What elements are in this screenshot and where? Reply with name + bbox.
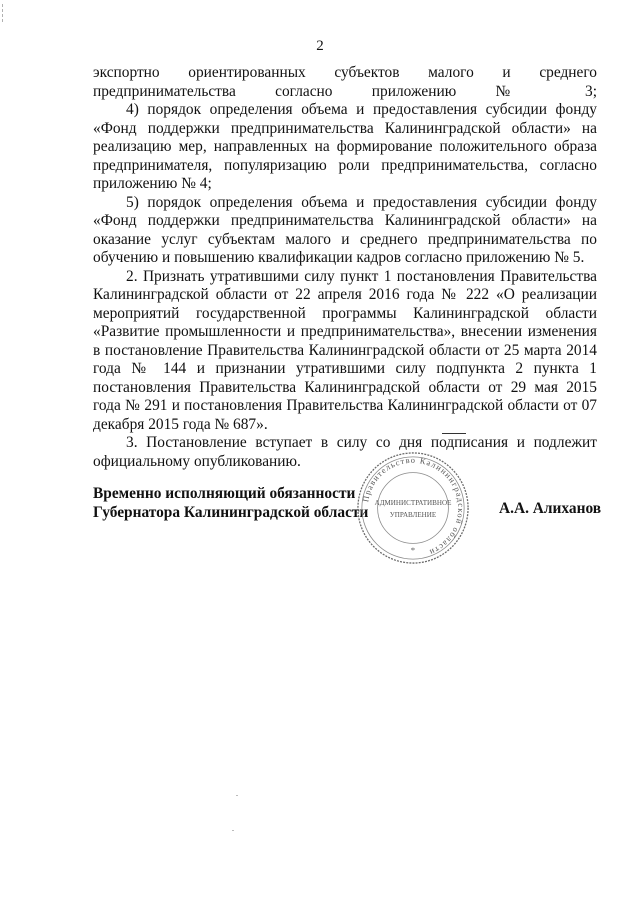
pen-mark — [442, 433, 466, 434]
seal-inner-ring — [378, 473, 449, 544]
seal-center-line-2: УПРАВЛЕНИЕ — [389, 510, 437, 519]
page-number: 2 — [316, 38, 324, 54]
paragraph-1: экспортно ориентированных субъектов малого и среднего предпринимательства согласно приложению № 3; — [93, 64, 597, 100]
signatory-position-line-2: Губернатора Калининградской области — [93, 504, 369, 521]
official-seal — [354, 449, 472, 567]
signatory-position — [93, 484, 368, 522]
signatory-name: А.А. Алиханов — [499, 500, 602, 517]
paragraph-4: 2. Признать утратившими силу пункт 1 постановления Правительства Калининградской области от 22 апреля 2016 года № 222 «О реализации мероприятий государственной программы Калининградской области «Развитие промышленности и предпринимательства», внесении изменения в постановление Правительства Калининградской области от 25 марта 2014 года № 144 и признании утратившими силу подпункта 2 пункта 1 постановления Правительства Калининградской области от 29 мая 2015 года № 291 и постановления Правительства Калининградской области от 07 декабря 2015 года № 687». — [93, 267, 597, 433]
scan-edge-mark — [2, 4, 4, 22]
scan-speck — [232, 830, 234, 831]
seal-center-line-1: АДМИНИСТРАТИВНОЕ — [374, 499, 452, 508]
document-body — [93, 64, 597, 471]
paragraph-5: 3. Постановление вступает в силу со дня подписания и подлежит официальному опубликованию. — [93, 434, 597, 470]
paragraph-3: 5) порядок определения объема и предоставления субсидии фонду «Фонд поддержки предпринимательства Калининградской области» на оказание услуг субъектам малого и среднего предпринимательства по обучению и повышению квалификации кадров согласно приложению № 5. — [93, 193, 597, 266]
signatory-position-line-1: Временно исполняющий обязанности — [93, 485, 356, 502]
scan-speck — [236, 795, 238, 796]
seal-star-icon: * — [410, 545, 416, 556]
seal-outer-text: Правительство Калининградской области — [361, 455, 466, 558]
paragraph-2: 4) порядок определения объема и предоставления субсидии фонду «Фонд поддержки предпринимательства Калининградской области» на реализацию мер, направленных на формирование положительного образа предпринимателя, популяризацию роли предпринимательства, согласно приложению № 4; — [93, 101, 597, 192]
